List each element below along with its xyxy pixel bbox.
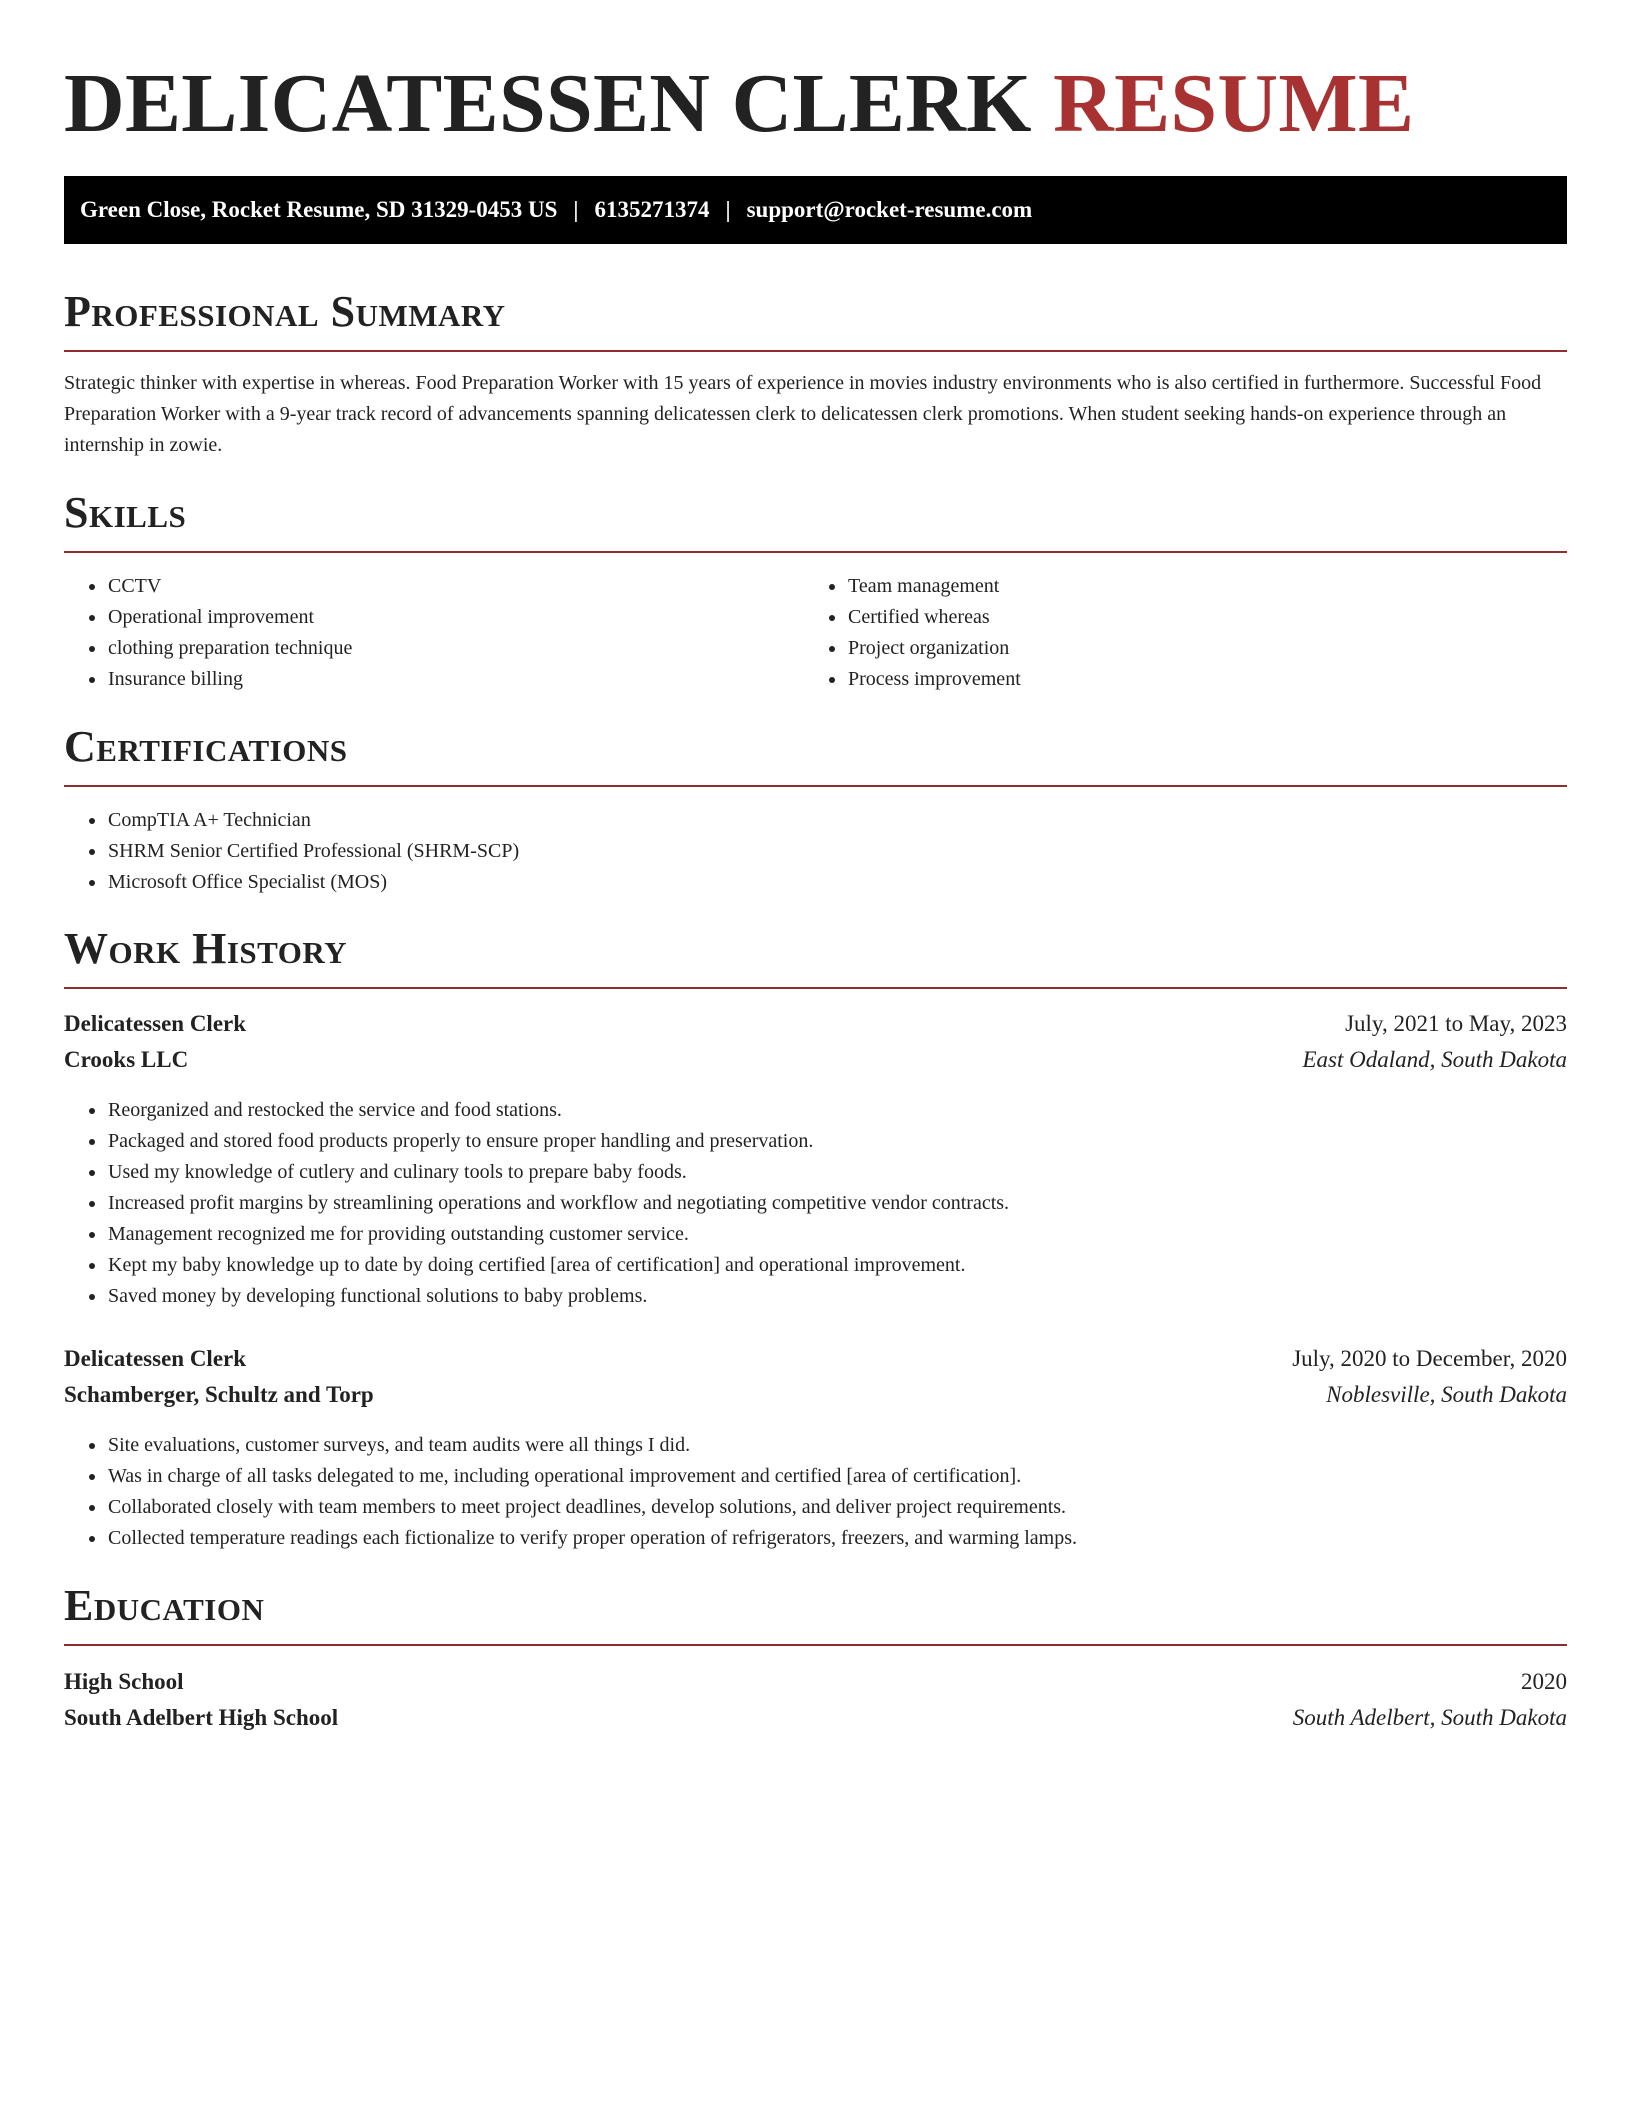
summary-text: Strategic thinker with expertise in whereas. Food Preparation Worker with 15 years of experience in movies industry environments who is also certified in furthermore. Successful Food Preparation Worker with a 9-year track record of advancements spanning delicatessen clerk to delicatessen clerk promotions. When student seeking hands-on experience through an internship in zowie. bbox=[64, 372, 1542, 456]
skill-item: • Team management bbox=[847, 571, 1610, 602]
contact-email: support@rocket-resume.com bbox=[746, 197, 1033, 222]
job-title: Delicatessen Clerk bbox=[64, 1346, 247, 1371]
certification-item: • Microsoft Office Specialist (MOS) bbox=[107, 867, 1610, 898]
job-2-company-line bbox=[64, 1378, 1567, 1412]
certification-item: • SHRM Senior Certified Professional (SHRM-SCP) bbox=[107, 836, 1610, 867]
skill-item: • clothing preparation technique bbox=[107, 633, 847, 664]
contact-address: Green Close, Rocket Resume, SD 31329-0453 US bbox=[80, 197, 558, 222]
job-bullet: • Increased profit margins by streamlining operations and workflow and negotiating competitive vendor contracts. bbox=[107, 1188, 1610, 1219]
skills-heading: Skills bbox=[64, 487, 1567, 553]
job-2-header bbox=[64, 1342, 1567, 1376]
job-bullet: • Management recognized me for providing outstanding customer service. bbox=[107, 1219, 1610, 1250]
certifications-heading: Certifications bbox=[64, 721, 1567, 787]
resume-title bbox=[64, 58, 1414, 150]
summary-heading: Professional Summary bbox=[64, 286, 1567, 352]
skill-item: • Project organization bbox=[847, 633, 1610, 664]
job-bullet: • Collaborated closely with team members to meet project deadlines, develop solutions, and deliver project requirements. bbox=[107, 1492, 1610, 1523]
skills-list-right bbox=[804, 571, 1610, 695]
skill-item: • Process improvement bbox=[847, 664, 1610, 695]
job-dates: July, 2020 to December, 2020 bbox=[1292, 1346, 1567, 1371]
job-bullet: • Reorganized and restocked the service and food stations. bbox=[107, 1095, 1610, 1126]
job-bullet: • Kept my baby knowledge up to date by doing certified [area of certification] and operational improvement. bbox=[107, 1250, 1610, 1281]
skills-list-left bbox=[64, 571, 847, 695]
skill-item: • Operational improvement bbox=[107, 602, 847, 633]
job-location: Noblesville, South Dakota bbox=[1326, 1382, 1567, 1407]
skill-item: • Insurance billing bbox=[107, 664, 847, 695]
education-location: South Adelbert, South Dakota bbox=[1292, 1705, 1567, 1730]
job-bullet: • Collected temperature readings each fictionalize to verify proper operation of refrigerators, freezers, and warming lamps. bbox=[107, 1523, 1610, 1554]
job-bullet: • Saved money by developing functional solutions to baby problems. bbox=[107, 1281, 1610, 1312]
contact-phone: 6135271374 bbox=[594, 197, 710, 222]
title-accent: RESUME bbox=[1053, 57, 1415, 150]
job-location: East Odaland, South Dakota bbox=[1302, 1047, 1567, 1072]
title-main: DELICATESSEN CLERK bbox=[64, 57, 1032, 150]
education-heading: Education bbox=[64, 1580, 1567, 1646]
education-school-line bbox=[64, 1701, 1567, 1735]
job-bullet: • Was in charge of all tasks delegated to me, including operational improvement and certified [area of certification]. bbox=[107, 1461, 1610, 1492]
work-history-heading: Work History bbox=[64, 923, 1567, 989]
education-school: South Adelbert High School bbox=[64, 1705, 339, 1730]
contact-bar bbox=[64, 176, 1567, 244]
contact-separator: | bbox=[725, 197, 731, 222]
job-bullet: • Site evaluations, customer surveys, and team audits were all things I did. bbox=[107, 1430, 1610, 1461]
education-year: 2020 bbox=[1521, 1669, 1567, 1694]
education-degree: High School bbox=[64, 1669, 184, 1694]
certifications-list bbox=[64, 805, 1610, 898]
job-company: Schamberger, Schultz and Torp bbox=[64, 1382, 374, 1407]
contact-separator: | bbox=[573, 197, 579, 222]
job-bullet: • Packaged and stored food products properly to ensure proper handling and preservation. bbox=[107, 1126, 1610, 1157]
job-dates: July, 2021 to May, 2023 bbox=[1345, 1011, 1567, 1036]
job-1-bullets bbox=[64, 1095, 1610, 1312]
job-company: Crooks LLC bbox=[64, 1047, 189, 1072]
certification-item: • CompTIA A+ Technician bbox=[107, 805, 1610, 836]
job-1-company-line bbox=[64, 1043, 1567, 1077]
job-1-header bbox=[64, 1007, 1567, 1041]
job-title: Delicatessen Clerk bbox=[64, 1011, 247, 1036]
skill-item: • Certified whereas bbox=[847, 602, 1610, 633]
skill-item: • CCTV bbox=[107, 571, 847, 602]
job-bullet: • Used my knowledge of cutlery and culinary tools to prepare baby foods. bbox=[107, 1157, 1610, 1188]
job-2-bullets bbox=[64, 1430, 1610, 1554]
education-header bbox=[64, 1665, 1567, 1699]
